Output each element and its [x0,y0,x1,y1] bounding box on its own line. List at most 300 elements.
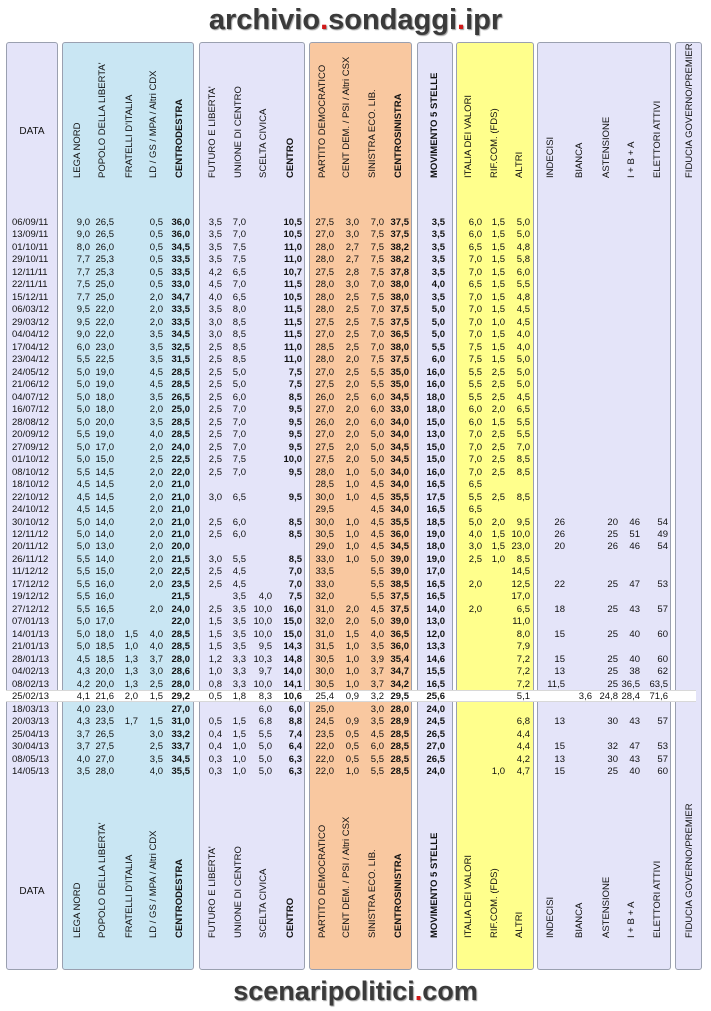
cell-sc: 10,0 [253,628,272,640]
cell-cen: 6,3 [288,766,302,778]
cell-fli: 1,0 [208,666,222,678]
cell-sc: 6,8 [258,716,272,728]
cell-idv: 5,5 [468,391,482,403]
cell-pdl: 25,3 [95,266,114,278]
cell-rif: 1,5 [491,354,505,366]
cell-ln: 9,0 [76,217,90,228]
cell-sel: 5,0 [370,429,384,441]
cell-pd: 28,0 [315,466,334,478]
cell-csx: 35,5 [390,491,409,503]
cell-fdi: 1,5 [124,628,138,640]
cell-cdx: 21,0 [171,516,190,528]
cell-cd: 2,0 [345,416,359,428]
cell-pdl: 20,0 [95,416,114,428]
cell-cdx: 21,0 [171,479,190,491]
cell-cd: 1,0 [345,529,359,540]
cell-csx: 34,0 [390,416,409,428]
cell-pd: 28,0 [315,279,334,291]
cell-ea: 49 [657,529,668,540]
cell-udc: 3,5 [232,641,246,653]
cell-ln: 4,5 [76,491,90,503]
brand-top-part1: archivio [208,4,321,36]
cell-date: 12/11/11 [12,266,48,278]
bottom-header-fdi: FRATELLI D'ITALIA [124,854,135,938]
cell-pdl: 18,0 [95,391,114,403]
cell-alt: 6,5 [516,603,530,615]
cell-cd: 1,0 [345,641,359,653]
top-header-cd: CENT DEM. / PSI / Altri CSX [341,56,352,178]
cell-cen: 11,5 [284,279,302,291]
cell-pd: 28,0 [315,254,334,266]
cell-sc: 9,7 [258,666,272,678]
cell-csx: 34,7 [390,666,409,678]
cell-alt: 4,0 [516,341,530,353]
cell-ln: 5,5 [76,591,90,603]
top-header-bia: BIANCA [574,142,585,178]
cell-m5s: 19,0 [426,553,445,565]
cell-cdx: 33,5 [171,254,190,266]
cell-ld: 2,0 [149,404,163,416]
cell-cdx: 34,5 [171,241,190,253]
cell-cdx: 21,0 [171,491,190,503]
cell-ast: 30 [607,716,618,728]
cell-ast: 25 [607,529,618,540]
brand-top [0,4,711,37]
cell-cdx: 35,5 [171,766,190,778]
cell-udc: 7,0 [232,416,246,428]
cell-rif: 2,5 [491,491,505,503]
cell-ln: 9,0 [76,229,90,241]
cell-idv: 7,0 [468,429,482,441]
cell-ind: 15 [554,766,565,778]
cell-cd: 1,0 [345,678,359,690]
cell-date: 04/04/12 [12,329,49,341]
cell-pd: 27,5 [315,379,334,391]
cell-m5s: 5,5 [431,341,445,353]
cell-udc: 3,5 [232,628,246,640]
cell-ln: 5,0 [76,416,90,428]
cell-pd: 27,5 [315,217,334,228]
cell-sel: 3,7 [370,678,384,690]
top-header-iba: I + B + A [626,141,637,178]
cell-ln: 5,0 [76,641,90,653]
cell-udc: 7,0 [232,466,246,478]
cell-date: 18/10/12 [12,479,49,491]
cell-cd: 2,0 [345,354,359,366]
cell-cdx: 34,5 [171,753,190,765]
cell-sel: 7,5 [370,354,384,366]
cell-fdi: 1,3 [124,653,138,665]
cell-cd: 2,0 [345,616,359,628]
cell-pdl: 19,0 [95,429,114,441]
cell-m5s: 16,5 [426,678,445,690]
cell-ln: 5,5 [76,354,90,366]
cell-pd: 27,0 [315,429,334,441]
cell-csx: 36,5 [390,329,409,341]
cell-rif: 2,5 [491,391,505,403]
cell-alt: 5,0 [516,354,530,366]
cell-csx: 38,0 [390,291,409,303]
cell-alt: 4,2 [516,753,530,765]
cell-cdx: 27,0 [171,703,190,715]
top-header-ld: LD / GS / MPA / Altri CDX [148,70,159,178]
cell-idv: 7,5 [468,341,482,353]
cell-pdl: 18,5 [95,653,114,665]
cell-pd: 25,4 [315,691,334,703]
cell-ind: 15 [554,628,565,640]
bottom-header-idv: ITALIA DEI VALORI [463,854,474,938]
cell-rif: 1,0 [491,766,505,778]
cell-idv: 5,0 [468,516,482,528]
cell-ea: 57 [657,603,668,615]
cell-rif: 2,5 [491,366,505,378]
cell-ea: 54 [657,516,668,528]
cell-ld: 0,5 [149,254,163,266]
cell-m5s: 5,0 [431,304,445,316]
cell-cdx: 32,5 [171,341,190,353]
cell-pd: 28,5 [315,341,334,353]
cell-cen: 10,0 [283,454,302,466]
cell-m5s: 15,0 [426,416,445,428]
cell-ind: 13 [554,753,565,765]
cell-fli: 3,0 [208,316,222,328]
cell-m5s: 5,0 [431,329,445,341]
cell-idv: 3,0 [468,541,482,553]
cell-date: 23/04/12 [12,354,49,366]
cell-date: 17/04/12 [12,341,49,353]
cell-ld: 3,5 [149,416,163,428]
cell-sel: 4,0 [370,628,384,640]
cell-ln: 3,7 [76,728,90,740]
cell-pdl: 15,0 [95,454,114,466]
bottom-header-ast: ASTENSIONE [601,876,612,938]
cell-udc: 6,5 [232,491,246,503]
cell-m5s: 17,5 [426,491,445,503]
cell-date: 08/05/13 [12,753,49,765]
cell-cdx: 28,5 [171,641,190,653]
cell-sel: 7,5 [370,254,384,266]
cell-date: 27/09/12 [12,441,49,453]
cell-iba: 43 [629,716,640,728]
bottom-header-pd: PARTITO DEMOCRATICO [317,824,328,938]
cell-fli: 0,4 [208,728,222,740]
cell-rif: 1,0 [491,316,505,328]
cell-ind: 13 [554,716,565,728]
cell-cdx: 28,5 [171,628,190,640]
cell-cen: 7,5 [288,379,302,391]
cell-date: 06/09/11 [12,217,49,228]
cell-date: 27/12/12 [12,603,49,615]
cell-udc: 3,5 [232,603,246,615]
bottom-header-cdx: CENTRODESTRA [174,858,185,938]
cell-udc: 1,0 [232,741,246,753]
cell-csx: 39,0 [390,616,409,628]
cell-ln: 7,7 [76,254,90,266]
bottom-header-ld: LD / GS / MPA / Altri CDX [148,830,159,938]
cell-cen: 6,0 [288,703,302,715]
cell-ld: 2,0 [149,541,163,553]
cell-pdl: 14,5 [95,479,114,491]
cell-date: 20/11/12 [12,541,49,553]
cell-sel: 6,0 [370,416,384,428]
cell-pdl: 14,0 [95,529,114,540]
cell-ld: 2,0 [149,566,163,578]
cell-udc: 3,3 [232,678,246,690]
cell-alt: 9,5 [516,516,530,528]
cell-date: 28/08/12 [12,416,49,428]
cell-cd: 3,0 [345,217,359,228]
cell-ind: 15 [554,741,565,753]
cell-udc: 8,5 [232,329,246,341]
cell-idv: 2,0 [468,578,482,590]
cell-rif: 1,5 [491,266,505,278]
cell-alt: 12,5 [511,578,530,590]
cell-m5s: 14,0 [426,603,445,615]
cell-cd: 3,0 [345,279,359,291]
cell-pdl: 21,6 [95,691,114,703]
cell-cdx: 20,0 [171,541,190,553]
cell-iba: 40 [629,766,640,778]
cell-ast: 25 [607,653,618,665]
cell-m5s: 12,0 [426,628,445,640]
cell-ea: 57 [657,753,668,765]
cell-sel: 5,5 [370,578,384,590]
cell-csx: 34,2 [390,678,409,690]
cell-cd: 1,0 [345,653,359,665]
cell-sel: 4,5 [370,728,384,740]
cell-fli: 3,5 [208,241,222,253]
cell-pd: 33,5 [315,566,334,578]
cell-sel: 5,0 [370,454,384,466]
cell-ld: 4,5 [149,366,163,378]
cell-alt: 14,5 [511,566,530,578]
cell-cen: 7,5 [288,591,302,603]
cell-date: 21/01/13 [12,641,49,653]
cell-sel: 4,5 [370,541,384,553]
cell-ea: 62 [657,666,668,678]
cell-sel: 5,5 [370,753,384,765]
cell-sel: 7,0 [370,341,384,353]
cell-fdi: 1,0 [124,641,138,653]
cell-cd: 2,0 [345,441,359,453]
cell-udc: 1,0 [232,766,246,778]
cell-udc: 6,0 [232,529,246,540]
cell-udc: 6,0 [232,516,246,528]
cell-date: 14/01/13 [12,628,49,640]
cell-csx: 28,9 [390,716,409,728]
cell-ld: 2,0 [149,491,163,503]
cell-ast: 25 [607,766,618,778]
cell-bia: 3,6 [578,691,592,703]
cell-sel: 5,0 [370,441,384,453]
cell-cd: 2,5 [345,366,359,378]
cell-iba: 38 [629,666,640,678]
cell-ld: 1,5 [149,716,163,728]
cell-m5s: 3,5 [431,217,445,228]
cell-cen: 7,0 [288,566,302,578]
cell-date: 08/02/13 [12,678,49,690]
cell-pdl: 14,5 [95,504,114,516]
cell-csx: 29,5 [390,691,409,703]
cell-udc: 3,5 [232,616,246,628]
cell-cen: 9,5 [288,466,302,478]
cell-ln: 5,0 [76,391,90,403]
cell-fdi: 1,3 [124,678,138,690]
brand-bottom-part1: scenaripolitici [233,976,415,1006]
cell-date: 28/01/13 [12,653,49,665]
cell-fli: 2,5 [208,466,222,478]
bottom-header-cd: CENT DEM. / PSI / Altri CSX [341,816,352,938]
top-header-idv: ITALIA DEI VALORI [463,94,474,178]
bottom-header-fli: FUTURO E LIBERTA' [207,846,218,938]
cell-rif: 2,0 [491,404,505,416]
cell-ln: 5,0 [76,379,90,391]
cell-csx: 38,2 [390,241,409,253]
cell-idv: 7,0 [468,441,482,453]
top-header-ind: INDECISI [545,136,556,178]
cell-ld: 3,5 [149,391,163,403]
cell-ind: 13 [554,666,565,678]
cell-pdl: 26,5 [95,728,114,740]
cell-csx: 39,0 [390,566,409,578]
cell-cd: 2,0 [345,429,359,441]
cell-csx: 35,0 [390,366,409,378]
cell-fli: 0,4 [208,741,222,753]
cell-idv: 6,5 [468,504,482,516]
cell-csx: 33,0 [390,404,409,416]
cell-m5s: 3,5 [431,291,445,303]
cell-cen: 10,5 [283,217,302,228]
cell-alt: 17,0 [511,591,530,603]
cell-m5s: 3,5 [431,254,445,266]
cell-idv: 5,5 [468,366,482,378]
cell-date: 08/10/12 [12,466,49,478]
cell-sc: 5,5 [258,728,272,740]
cell-csx: 37,5 [390,354,409,366]
bottom-header-csx: CENTROSINISTRA [393,853,404,938]
cell-udc: 3,5 [232,591,246,603]
cell-csx: 37,5 [390,229,409,241]
cell-cdx: 33,5 [171,316,190,328]
cell-alt: 6,0 [516,266,530,278]
cell-cen: 9,5 [288,429,302,441]
cell-udc: 5,5 [232,553,246,565]
cell-ld: 0,5 [149,279,163,291]
cell-sc: 10,0 [253,616,272,628]
cell-date: 22/11/11 [12,279,48,291]
top-header-alt: ALTRI [514,151,525,178]
cell-fli: 2,5 [208,366,222,378]
top-header-pdl: POPOLO DELLA LIBERTA' [97,62,108,178]
cell-ld: 3,5 [149,341,163,353]
cell-udc: 1,0 [232,753,246,765]
cell-idv: 7,0 [468,329,482,341]
cell-alt: 4,4 [516,728,530,740]
top-header-pd: PARTITO DEMOCRATICO [317,64,328,178]
cell-idv: 5,5 [468,491,482,503]
cell-cdx: 28,6 [171,666,190,678]
cell-idv: 6,0 [468,416,482,428]
cell-idv: 7,0 [468,316,482,328]
cell-csx: 37,5 [390,591,409,603]
bottom-header-iba: I + B + A [626,901,637,938]
cell-fli: 2,5 [208,379,222,391]
cell-idv: 6,0 [468,229,482,241]
cell-fli: 4,2 [208,266,222,278]
cell-rif: 1,5 [491,254,505,266]
cell-cen: 8,5 [288,553,302,565]
cell-sel: 3,7 [370,666,384,678]
cell-alt: 8,5 [516,553,530,565]
cell-ld: 2,5 [149,741,163,753]
cell-date: 04/07/12 [12,391,49,403]
cell-sel: 5,5 [370,379,384,391]
cell-pd: 31,0 [315,603,334,615]
cell-pd: 30,0 [315,516,334,528]
cell-fli: 4,0 [208,291,222,303]
cell-fli: 3,5 [208,217,222,228]
cell-m5s: 25,6 [426,691,445,703]
cell-ln: 5,0 [76,366,90,378]
cell-cd: 2,7 [345,241,359,253]
cell-alt: 10,0 [511,529,530,540]
cell-ln: 9,5 [76,304,90,316]
cell-udc: 5,0 [232,366,246,378]
cell-csx: 38,2 [390,254,409,266]
cell-cdx: 34,7 [171,291,190,303]
cell-ln: 8,0 [76,241,90,253]
cell-ind: 15 [554,653,565,665]
cell-csx: 35,5 [390,516,409,528]
cell-pdl: 20,0 [95,678,114,690]
cell-pdl: 17,0 [95,441,114,453]
cell-m5s: 26,5 [426,728,445,740]
cell-cen: 8,8 [288,716,302,728]
cell-sel: 5,0 [370,553,384,565]
cell-cen: 10,5 [283,291,302,303]
cell-sel: 3,2 [370,691,384,703]
bottom-header-ind: INDECISI [545,896,556,938]
cell-iba: 43 [629,753,640,765]
cell-date: 30/04/13 [12,741,49,753]
cell-csx: 37,8 [390,266,409,278]
cell-cdx: 22,0 [171,466,190,478]
cell-rif: 1,5 [491,217,505,228]
cell-m5s: 24,0 [426,766,445,778]
cell-idv: 7,5 [468,354,482,366]
cell-iba: 47 [629,578,640,590]
cell-cd: 2,5 [345,304,359,316]
cell-pdl: 26,5 [95,217,114,228]
cell-alt: 4,4 [516,741,530,753]
cell-iba: 40 [629,653,640,665]
cell-fli: 1,2 [208,653,222,665]
cell-cdx: 28,0 [171,653,190,665]
cell-pdl: 23,0 [95,703,114,715]
cell-udc: 7,5 [232,254,246,266]
cell-csx: 34,5 [390,541,409,553]
cell-fli: 2,5 [208,354,222,366]
bottom-header-sel: SINISTRA ECO. LIB. [367,849,378,938]
cell-pd: 27,5 [315,266,334,278]
cell-sel: 4,5 [370,516,384,528]
cell-ld: 4,0 [149,628,163,640]
cell-sel: 3,0 [370,703,384,715]
cell-fli: 2,5 [208,578,222,590]
cell-cdx: 28,5 [171,379,190,391]
cell-m5s: 14,6 [426,653,445,665]
cell-csx: 34,5 [390,391,409,403]
